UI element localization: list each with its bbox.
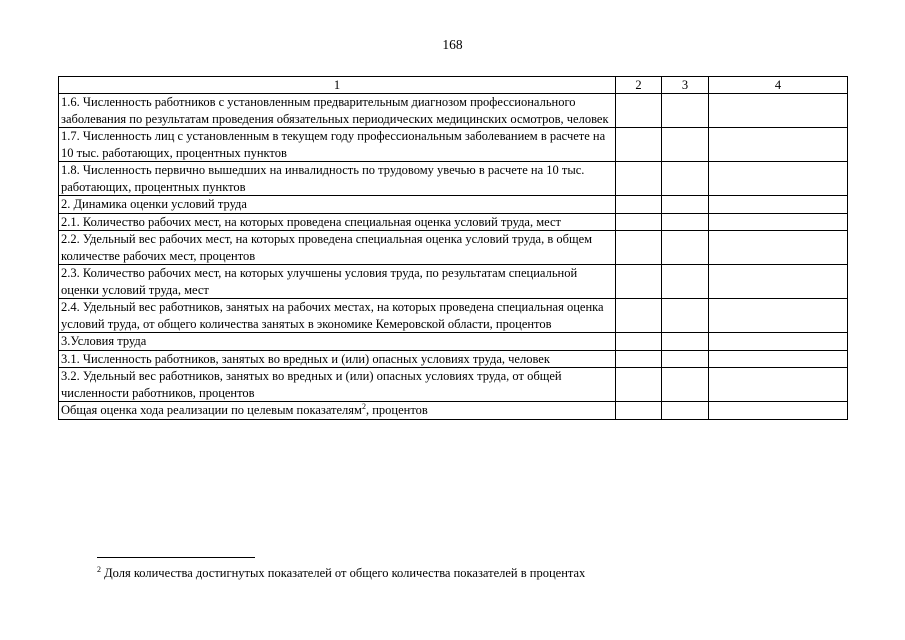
value-cell-col-4 [709,94,848,128]
indicator-cell: 1.6. Численность работников с установленным предварительным диагнозом профессионального заболевания по результатам проведения обязательных периодических медицинских осмотров, человек [59,94,616,128]
value-cell-col-2 [616,162,662,196]
value-cell-col-4 [709,196,848,214]
column-header-1: 1 [59,77,616,94]
value-cell-col-3 [662,299,709,333]
indicator-cell: 2.4. Удельный вес работников, занятых на рабочих местах, на которых проведена специальная оценка условий труда, от общего количества занятых в экономике Кемеровской области, процентов [59,299,616,333]
value-cell-col-2 [616,196,662,214]
table-row [59,299,848,333]
column-header-3: 3 [662,77,709,94]
column-header-2: 2 [616,77,662,94]
value-cell-col-3 [662,402,709,420]
table-row [59,94,848,128]
value-cell-col-4 [709,402,848,420]
value-cell-col-4 [709,299,848,333]
indicator-cell: 2.1. Количество рабочих мест, на которых проведена специальная оценка условий труда, мест [59,213,616,231]
value-cell-col-3 [662,213,709,231]
value-cell-col-3 [662,162,709,196]
footnote [97,566,585,581]
value-cell-col-3 [662,333,709,351]
indicator-cell: 2.3. Количество рабочих мест, на которых улучшены условия труда, по результатам специальной оценки условий труда, мест [59,265,616,299]
page-number: 168 [442,37,463,52]
value-cell-col-2 [616,350,662,368]
value-cell-col-2 [616,94,662,128]
summary-text: Общая оценка хода реализации по целевым показателям [61,403,362,417]
footnote-divider [97,557,255,558]
value-cell-col-3 [662,94,709,128]
table-row [59,350,848,368]
value-cell-col-2 [616,128,662,162]
indicator-cell: 3.Условия труда [59,333,616,351]
table-row [59,368,848,402]
table-row [59,213,848,231]
table-row [59,162,848,196]
table-row [59,333,848,351]
value-cell-col-4 [709,231,848,265]
value-cell-col-3 [662,265,709,299]
value-cell-col-4 [709,368,848,402]
summary-text-unit: , процентов [365,403,428,417]
value-cell-col-3 [662,196,709,214]
value-cell-col-2 [616,333,662,351]
footnote-marker: 2 [97,564,101,574]
value-cell-col-4 [709,265,848,299]
footnote-reference: 2 [361,401,366,411]
value-cell-col-4 [709,128,848,162]
value-cell-col-2 [616,213,662,231]
table-row [59,265,848,299]
table-row [59,231,848,265]
value-cell-col-4 [709,333,848,351]
indicator-cell: 1.8. Численность первично вышедших на инвалидность по трудовому увечью в расчете на 10 тыс. работающих, процентных пунктов [59,162,616,196]
table-row-summary [59,402,848,420]
value-cell-col-3 [662,350,709,368]
value-cell-col-2 [616,368,662,402]
value-cell-col-2 [616,231,662,265]
indicator-cell: 3.1. Численность работников, занятых во вредных и (или) опасных условиях труда, человек [59,350,616,368]
value-cell-col-4 [709,213,848,231]
indicator-cell: 2.2. Удельный вес рабочих мест, на которых проведена специальная оценка условий труда, в общем количестве рабочих мест, процентов [59,231,616,265]
value-cell-col-2 [616,265,662,299]
column-header-4: 4 [709,77,848,94]
indicator-cell [59,402,616,420]
table-header-row [59,77,848,94]
table-row [59,196,848,214]
value-cell-col-2 [616,402,662,420]
value-cell-col-4 [709,350,848,368]
indicator-cell: 1.7. Численность лиц с установленным в текущем году профессиональным заболеванием в расчете на 10 тыс. работающих, процентных пунктов [59,128,616,162]
value-cell-col-4 [709,162,848,196]
value-cell-col-3 [662,368,709,402]
table-row [59,128,848,162]
footnote-text: Доля количества достигнутых показателей от общего количества показателей в процентах [101,566,586,580]
value-cell-col-3 [662,128,709,162]
indicators-table [58,76,848,420]
value-cell-col-3 [662,231,709,265]
indicator-cell: 3.2. Удельный вес работников, занятых во вредных и (или) опасных условиях труда, от общей численности работников, процентов [59,368,616,402]
indicator-cell: 2. Динамика оценки условий труда [59,196,616,214]
value-cell-col-2 [616,299,662,333]
